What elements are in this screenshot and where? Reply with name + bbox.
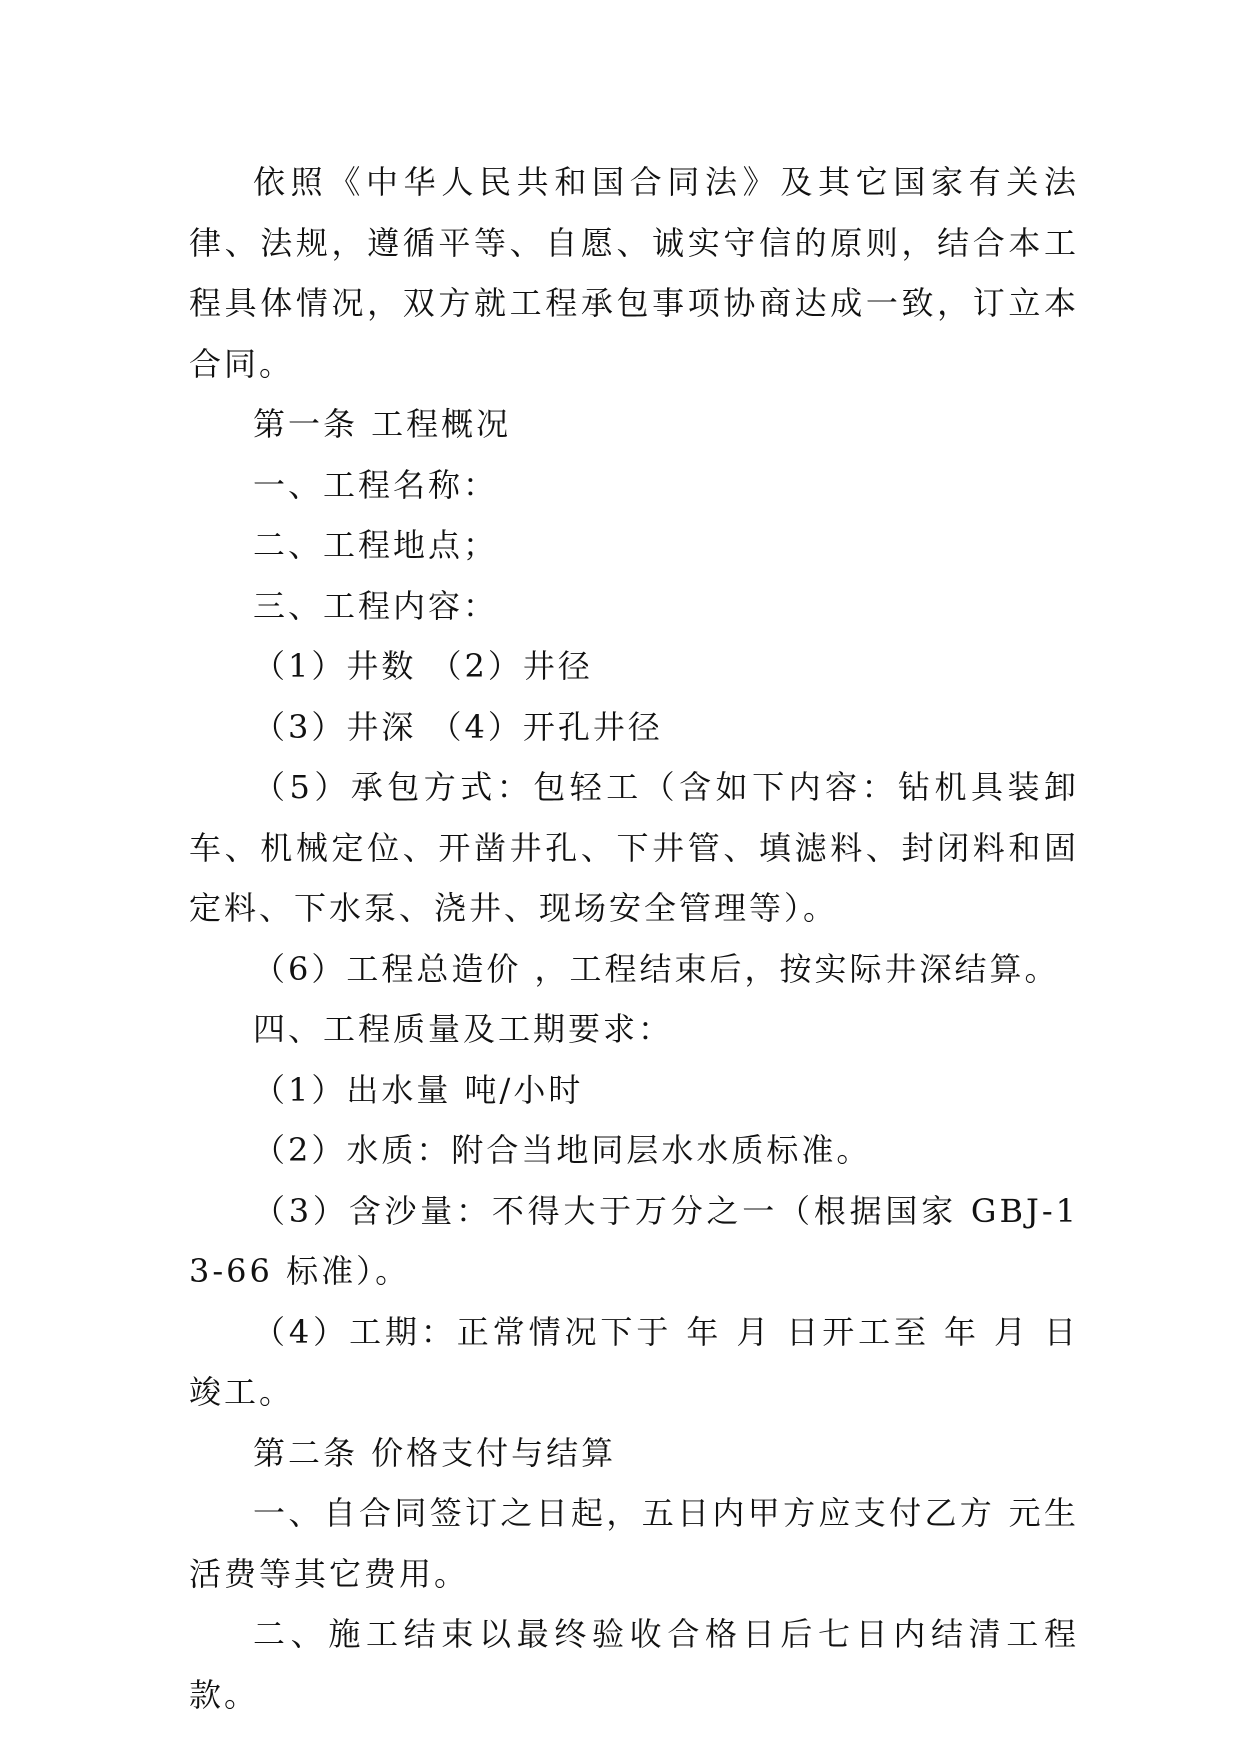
final-settlement-item: 二、施工结束以最终验收合格日后七日内结清工程款。 [189, 1615, 1079, 1714]
intro-paragraph: 依照《中华人民共和国合同法》及其它国家有关法律、法规，遵循平等、自愿、诚实守信的原则，结合本工程具体情况，双方就工程承包事项协商达成一致，订立本合同。 [189, 163, 1079, 383]
water-output-item: （1）出水量 吨/小时 [253, 1070, 584, 1109]
advance-payment-item: 一、自合同签订之日起，五日内甲方应支付乙方 元生活费等其它费用。 [189, 1494, 1079, 1593]
well-count-diameter-item: （1）井数 （2）井径 [253, 647, 593, 685]
total-cost-item: （6）工程总造价 ，工程结束后，按实际井深结算。 [253, 949, 1060, 988]
document-body [189, 152, 1079, 1725]
project-content-item: 三、工程内容： [253, 586, 499, 625]
quality-schedule-item: 四、工程质量及工期要求： [253, 1010, 674, 1048]
project-location-item: 二、工程地点； [253, 526, 499, 564]
sand-content-item: （3）含沙量：不得大于万分之一（根据国家 GBJ-13-66 标准）。 [189, 1191, 1079, 1290]
project-name-item: 一、工程名称： [253, 465, 499, 504]
work-period-item: （4）工期：正常情况下于 年 月 日开工至 年 月 日竣工。 [189, 1312, 1079, 1411]
article-1-heading: 第一条 工程概况 [253, 405, 512, 443]
contract-method-item: （5）承包方式：包轻工（含如下内容：钻机具装卸车、机械定位、开凿井孔、下井管、填滤料、封闭料和固定料、下水泵、浇井、现场安全管理等）。 [189, 768, 1079, 927]
article-2-heading: 第二条 价格支付与结算 [253, 1433, 617, 1472]
well-depth-item: （3）井深 （4）开孔井径 [253, 707, 663, 746]
water-quality-item: （2）水质：附合当地同层水水质标准。 [253, 1131, 872, 1169]
